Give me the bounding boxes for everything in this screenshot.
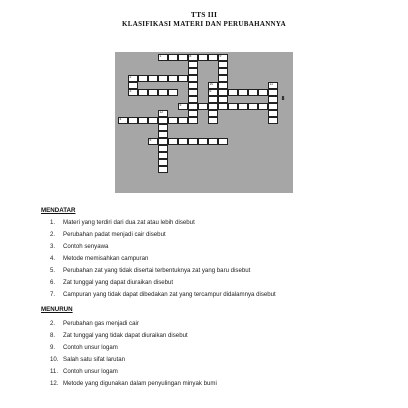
crossword-cell[interactable] — [258, 103, 268, 110]
crossword-cell[interactable] — [218, 75, 228, 82]
cell-number: 11 — [269, 82, 273, 86]
crossword-cell[interactable] — [178, 117, 188, 124]
crossword-cell[interactable] — [148, 138, 158, 145]
crossword-cell[interactable] — [218, 89, 228, 96]
clue-text: Salah satu sifat larutan — [63, 356, 125, 363]
crossword-cell[interactable] — [188, 54, 198, 61]
crossword-cell[interactable] — [188, 96, 198, 103]
crossword-cell[interactable] — [148, 75, 158, 82]
clue-text: Perubahan gas menjadi cair — [63, 320, 139, 327]
clue-text: Contoh unsur logam — [63, 344, 118, 351]
cell-number: 5 — [179, 103, 182, 107]
crossword-cell[interactable] — [208, 103, 218, 110]
crossword-cell[interactable] — [238, 103, 248, 110]
clue-number: 2. — [50, 320, 56, 327]
crossword-cell[interactable] — [188, 138, 198, 145]
crossword-cell[interactable] — [188, 117, 198, 124]
crossword-cell[interactable] — [168, 138, 178, 145]
crossword-cell[interactable] — [158, 138, 168, 145]
clue-text: Zat tunggal yang tidak dapat diuraikan disebut — [63, 332, 188, 339]
clue-number: 12. — [50, 380, 59, 387]
clue-text: Contoh senyawa — [63, 243, 109, 250]
cell-number: 1 — [159, 54, 162, 58]
menurun-clue-10 — [50, 356, 125, 363]
cell-number: 10 — [209, 82, 214, 86]
mendatar-clue-7 — [50, 291, 276, 298]
crossword-cell[interactable] — [168, 117, 178, 124]
clue-text: Contoh unsur logam — [63, 368, 118, 375]
crossword-cell[interactable] — [268, 96, 278, 103]
crossword-cell[interactable] — [138, 89, 148, 96]
crossword-cell[interactable] — [168, 75, 178, 82]
crossword-cell[interactable] — [188, 103, 198, 110]
crossword-cell[interactable] — [198, 54, 208, 61]
crossword-cell[interactable] — [198, 138, 208, 145]
crossword-cell[interactable] — [238, 89, 248, 96]
clue-text: Materi yang terdiri dari dua zat atau lebih disebut — [63, 219, 195, 226]
clue-number: 10. — [50, 356, 59, 363]
mendatar-clue-3 — [50, 243, 108, 250]
crossword-cell[interactable] — [188, 82, 198, 89]
crossword-cell[interactable] — [208, 110, 218, 117]
crossword-cell[interactable] — [138, 75, 148, 82]
clue-text: Zat tunggal yang dapat diuraikan disebut — [63, 279, 174, 286]
crossword-cell[interactable] — [248, 103, 258, 110]
crossword-cell[interactable] — [158, 89, 168, 96]
crossword-cell[interactable] — [208, 117, 218, 124]
crossword-cell[interactable] — [168, 54, 178, 61]
crossword-cell[interactable] — [158, 145, 168, 152]
clue-number: 5. — [50, 267, 56, 274]
crossword-cell[interactable] — [158, 166, 168, 173]
crossword-cell[interactable] — [168, 89, 178, 96]
clue-number: 4. — [50, 255, 56, 262]
crossword-cell[interactable] — [228, 103, 238, 110]
crossword-cell[interactable] — [158, 75, 168, 82]
cell-number: 5 — [149, 138, 152, 142]
crossword-cell[interactable] — [248, 89, 258, 96]
clue-text: Perubahan zat yang tidak disertai terbentuknya zat yang baru disebut — [63, 267, 251, 274]
crossword-cell[interactable] — [208, 89, 218, 96]
menurun-clue-8 — [50, 332, 188, 339]
crossword-cell[interactable] — [178, 103, 188, 110]
crossword-cell[interactable] — [188, 89, 198, 96]
mendatar-clue-5 — [50, 267, 250, 274]
crossword-cell[interactable] — [218, 61, 228, 68]
crossword-cell[interactable] — [128, 89, 138, 96]
clue-number: 3. — [50, 243, 56, 250]
menurun-clue-2 — [50, 320, 139, 327]
cell-number: 6 — [209, 89, 212, 93]
menurun-clue-12 — [50, 380, 217, 387]
clue-number: 1. — [50, 219, 56, 226]
crossword-cell[interactable] — [208, 138, 218, 145]
crossword-cell[interactable] — [268, 110, 278, 117]
crossword-cell[interactable] — [218, 54, 228, 61]
crossword-cell[interactable] — [178, 54, 188, 61]
crossword-cell[interactable] — [218, 82, 228, 89]
crossword-cell[interactable] — [218, 68, 228, 75]
grid-side-marker: 8 — [281, 96, 285, 102]
crossword-cell[interactable] — [158, 110, 168, 117]
crossword-cell[interactable] — [148, 89, 158, 96]
crossword-cell[interactable] — [178, 75, 188, 82]
crossword-cell[interactable] — [218, 103, 228, 110]
clue-text: Campuran yang tidak dapat dibedakan zat yang tercampur didalamnya disebut — [63, 291, 276, 298]
crossword-cell[interactable] — [118, 117, 128, 124]
clue-number: 2. — [50, 231, 56, 238]
crossword-cell[interactable] — [158, 152, 168, 159]
page-title: TTS III — [190, 10, 218, 19]
cell-number: 2 — [129, 75, 132, 79]
crossword-cell[interactable] — [128, 75, 138, 82]
crossword-cell[interactable] — [208, 82, 218, 89]
clue-number: 8. — [50, 332, 56, 339]
cell-number: 3 — [129, 89, 132, 93]
clue-number: 9. — [50, 344, 56, 351]
clue-text: Perubahan padat menjadi cair disebut — [63, 231, 166, 238]
crossword-cell[interactable] — [158, 159, 168, 166]
crossword-cell[interactable] — [258, 89, 268, 96]
crossword-cell[interactable] — [208, 54, 218, 61]
crossword-cell[interactable] — [158, 131, 168, 138]
crossword-cell[interactable] — [188, 110, 198, 117]
mendatar-clue-2 — [50, 231, 166, 238]
menurun-heading: MENURUN — [41, 306, 73, 313]
crossword-cell[interactable] — [218, 96, 228, 103]
cell-number: 12 — [159, 110, 164, 114]
clue-text: Metode yang digunakan dalam penyulingan minyak bumi — [63, 380, 217, 387]
crossword-cell[interactable] — [198, 103, 208, 110]
mendatar-clue-6 — [50, 279, 173, 286]
clue-number: 11. — [50, 368, 59, 375]
menurun-clue-9 — [50, 344, 118, 351]
mendatar-clue-4 — [50, 255, 148, 262]
crossword-cell[interactable] — [268, 89, 278, 96]
menurun-clue-11 — [50, 368, 118, 375]
crossword-cell[interactable] — [208, 96, 218, 103]
crossword-cell[interactable] — [188, 61, 198, 68]
crossword-cell[interactable] — [218, 138, 228, 145]
page-subtitle: KLASIFIKASI MATERI DAN PERUBAHANNYA — [122, 20, 286, 28]
crossword-cell[interactable] — [138, 117, 148, 124]
crossword-cell[interactable] — [228, 89, 238, 96]
cell-number: 9 — [219, 54, 222, 58]
mendatar-heading: MENDATAR — [41, 207, 76, 214]
crossword-cell[interactable] — [188, 68, 198, 75]
clue-number: 7. — [50, 291, 56, 298]
clue-text: Metode memisahkan campuran — [63, 255, 149, 262]
crossword-cell[interactable] — [268, 117, 278, 124]
clue-number: 6. — [50, 279, 56, 286]
crossword-cell[interactable] — [128, 117, 138, 124]
crossword-cell[interactable] — [178, 138, 188, 145]
crossword-cell[interactable] — [268, 103, 278, 110]
cell-number: 4 — [119, 117, 122, 121]
crossword-cell[interactable] — [268, 82, 278, 89]
crossword-cell[interactable] — [158, 117, 168, 124]
crossword-cell[interactable] — [158, 124, 168, 131]
mendatar-clue-1 — [50, 219, 195, 226]
crossword-cell[interactable] — [148, 117, 158, 124]
crossword-grid — [115, 52, 293, 193]
crossword-cell[interactable] — [158, 54, 168, 61]
cell-number: 8 — [189, 54, 192, 58]
crossword-cell[interactable] — [128, 82, 138, 89]
crossword-cell[interactable] — [188, 75, 198, 82]
